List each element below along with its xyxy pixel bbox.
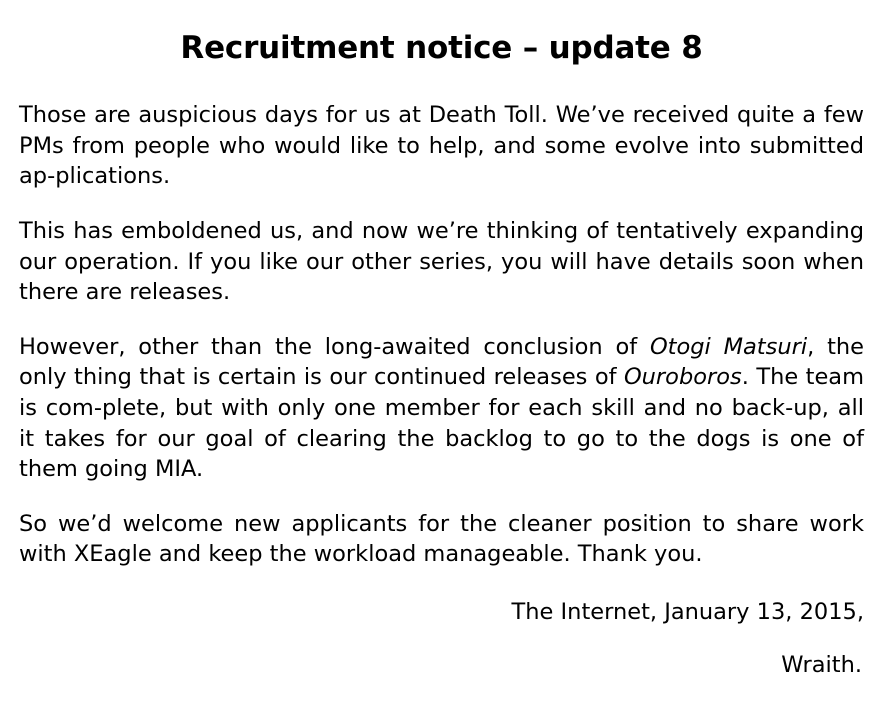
paragraph-spacer <box>19 192 864 216</box>
paragraph-2 <box>19 216 864 308</box>
paragraph-1-text: Those are auspicious days for us at Death Toll. We’ve received quite a few PMs from people who would like to help, and some evolve into submitted ap-plications. <box>19 102 864 190</box>
title-otogi-matsuri: Otogi Matsuri <box>649 333 808 360</box>
signature-name: Wraith. <box>781 651 862 678</box>
paragraph-3 <box>19 332 864 485</box>
signature-date: The Internet, January 13, 2015, <box>511 598 864 625</box>
title-ouroboros: Ouroboros <box>623 364 742 391</box>
paragraph-3-run-1: However, other than the long-awaited conclusion of <box>19 333 650 360</box>
paragraph-spacer <box>19 308 864 332</box>
signature-spacer <box>19 628 864 650</box>
paragraph-3-run-5: . The team is com-plete, but with only one member for each skill and no back-up, all it takes for our goal of clearing the backlog to go to the dogs is one of them going MIA. <box>19 364 864 483</box>
paragraph-4-text: So we’d welcome new applicants for the cleaner position to share work with XEagle and keep the workload manageable. Thank you. <box>19 510 864 568</box>
page-title: Recruitment notice – update 8 <box>180 30 703 66</box>
paragraph-4 <box>19 509 864 570</box>
signature-spacer <box>19 570 864 597</box>
paragraph-3-run-3: , the only thing that is certain is our continued releases of <box>19 333 865 391</box>
paragraph-spacer <box>19 485 864 509</box>
paragraph-2-text: This has emboldened us, and now we’re thinking of tentatively expanding our operation. If you like our other series, you will have details soon when there are releases. <box>19 217 864 306</box>
paragraph-1 <box>19 100 864 192</box>
